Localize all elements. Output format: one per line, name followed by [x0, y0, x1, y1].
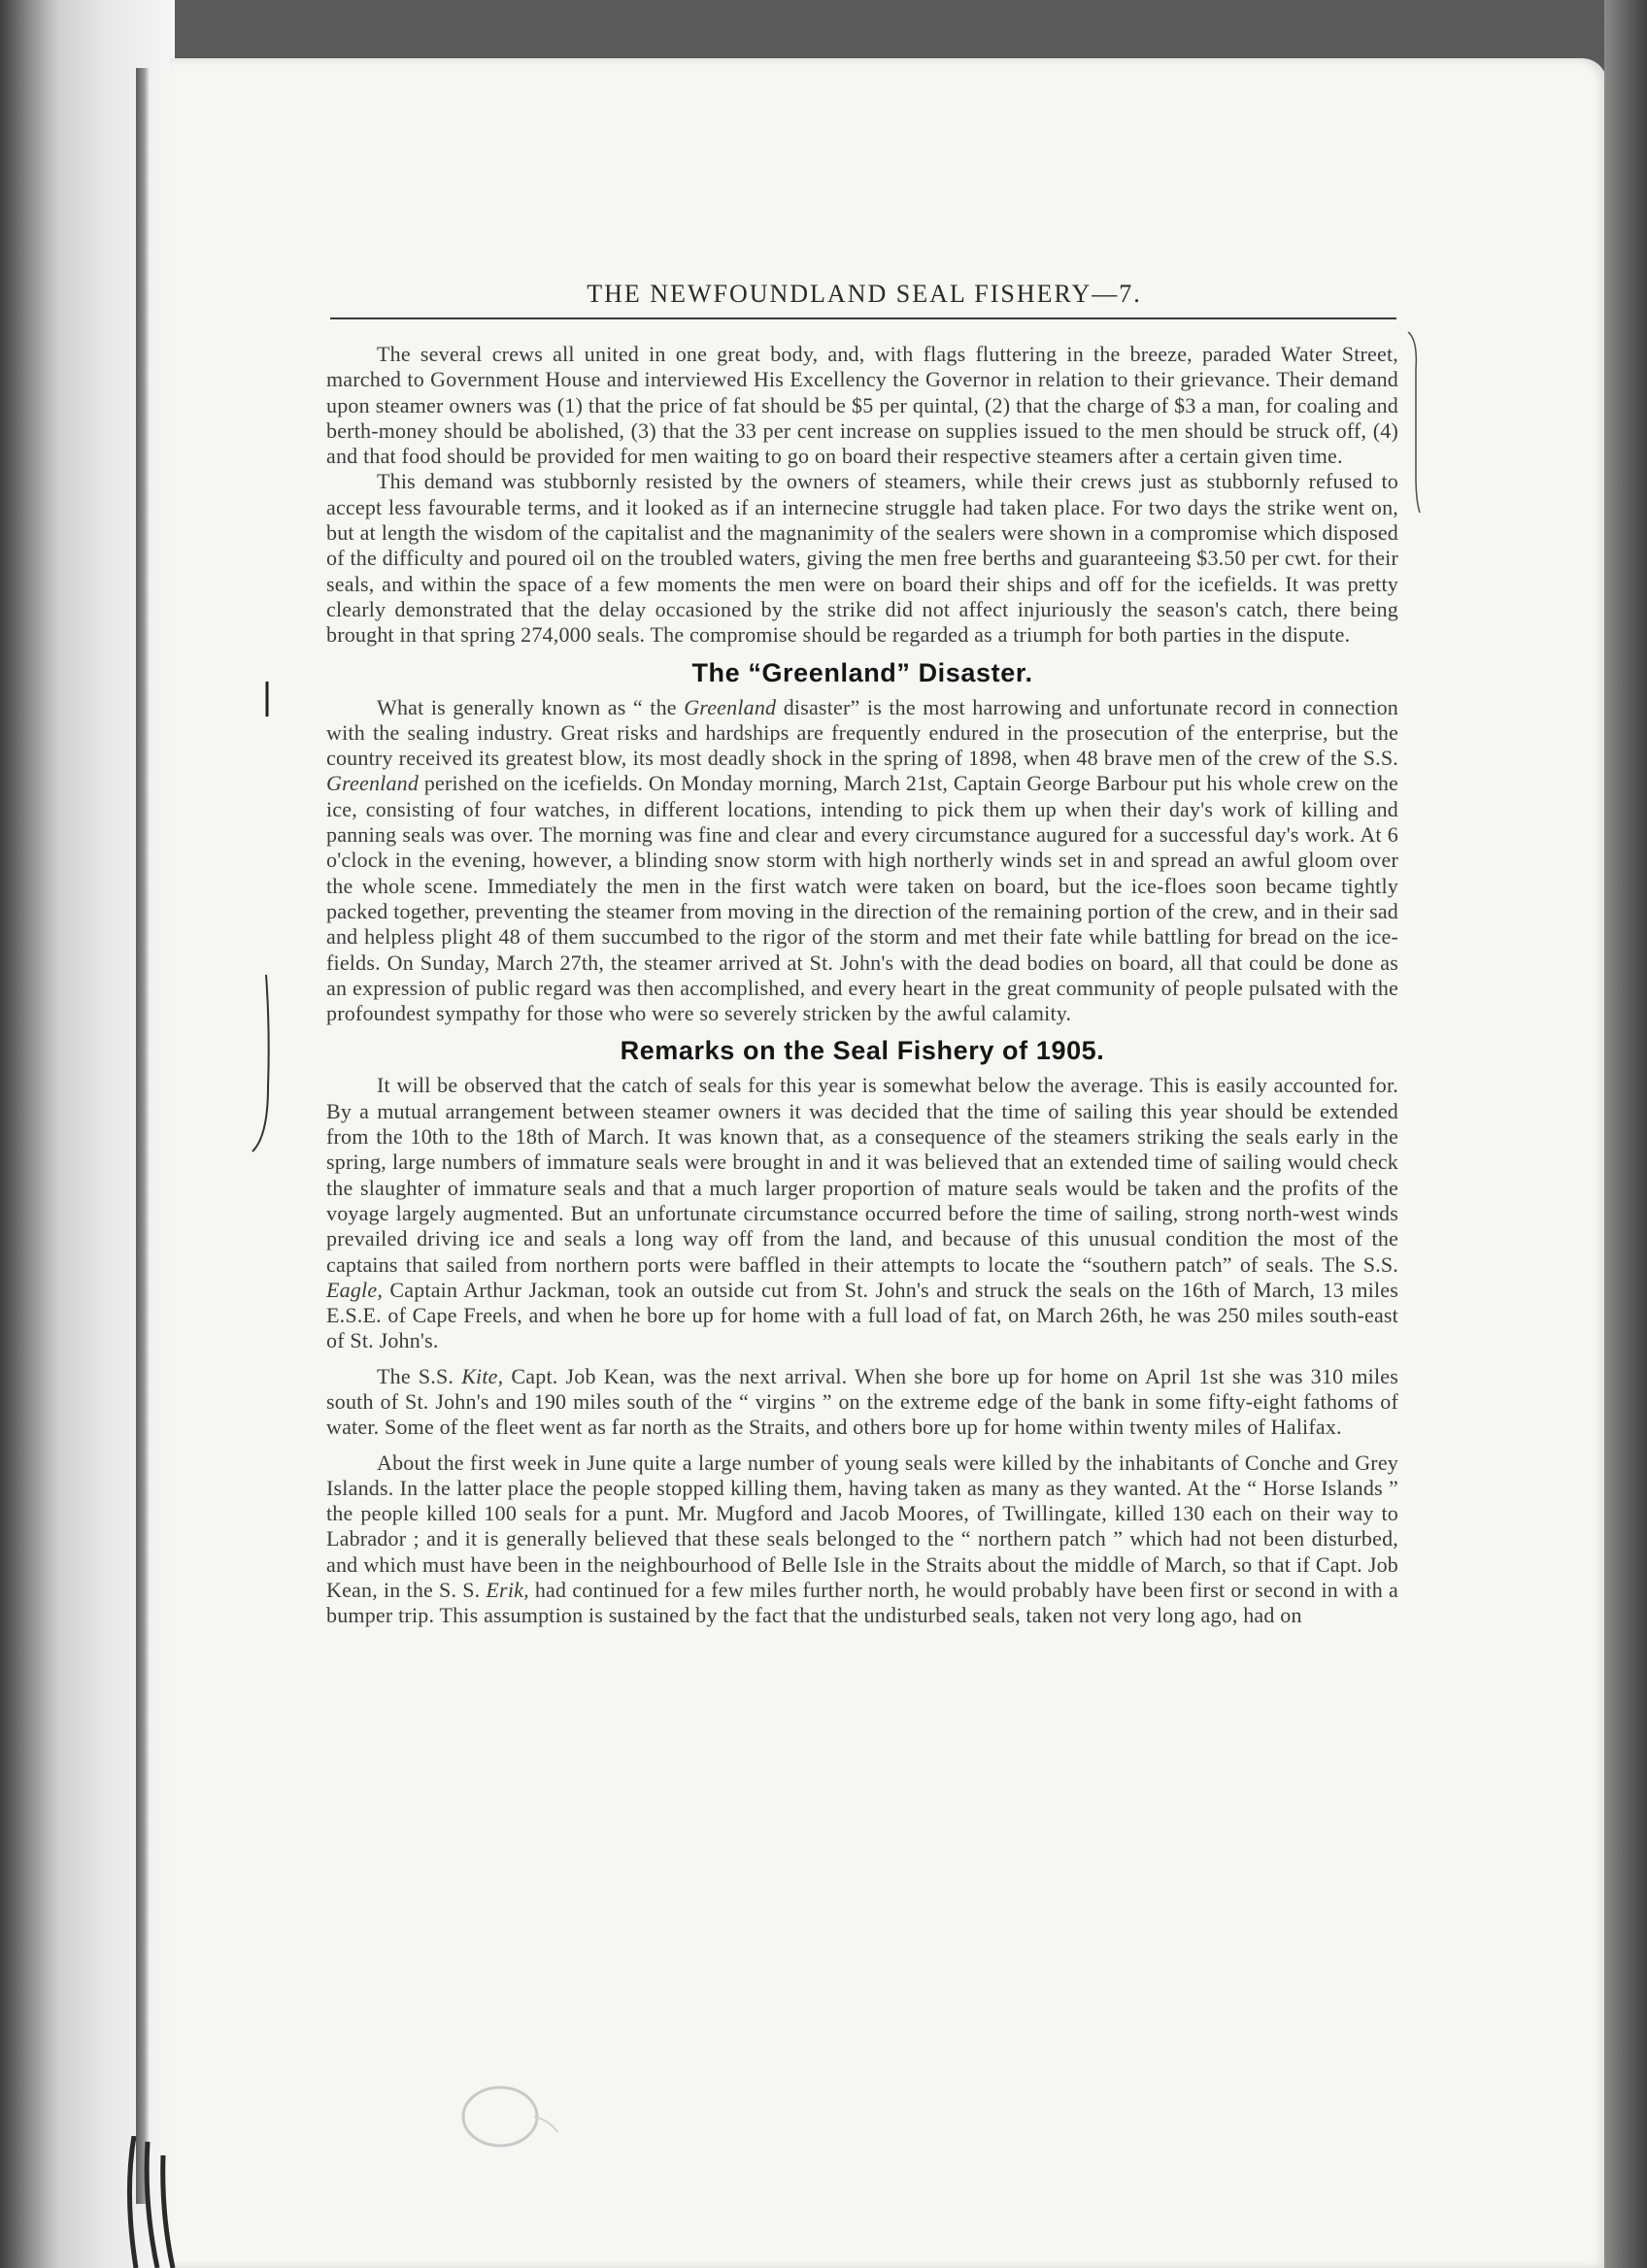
binding-tear-mark: [115, 2136, 183, 2268]
faint-ring-stain: [456, 2078, 563, 2155]
greenland-paragraph: [326, 695, 1398, 1027]
remarks-text-3b: had continued for a few miles further north, he would probably have been first or second in with a bumper trip. This assumption is sustained by the fact that the undisturbed seals, taken not very long ago, had on: [326, 1578, 1398, 1628]
greenland-text-a: What is generally known as “ the: [377, 694, 685, 719]
strike-paragraph-2: This demand was stubbornly resisted by the owners of steamers, while their crews just as stubbornly refused to accept less favourable terms, and it looked as if an internecine struggle had taken place. For two days the strike went on, but at length the wisdom of the capitalist and the magnanimity of the sealers were shown in a compromise which disposed of the difficulty and poured oil on the troubled waters, giving the men free berths and guaranteeing $3.50 per cwt. for their seals, and within the space of a few moments the men were on board their ships and off for the icefields. It was pretty clearly demonstrated that the delay occasioned by the strike did not affect injuriously the season's catch, there being brought in that spring 274,000 seals. The compromise should be regarded as a triumph for both parties in the dispute.: [326, 469, 1398, 648]
ship-name-erik: Erik,: [486, 1578, 529, 1603]
remarks-paragraph-1: [326, 1073, 1398, 1353]
ship-name-eagle: Eagle,: [326, 1277, 384, 1302]
greenland-text-b: disaster” is the most harrowing and unfortunate record in connection with the sealing industry. Great risks and hardships are frequently endured in the prosecution of the enterprise, but the country received its greatest blow, its most deadly shock in the spring of 1898, when 48 brave men of the crew of the S.S.: [326, 694, 1398, 771]
greenland-heading: The “Greenland” Disaster.: [691, 657, 1033, 687]
ship-name-kite: Kite,: [461, 1363, 504, 1388]
remarks-text-3a: About the first week in June quite a large number of young seals were killed by the inhabitants of Conche and Grey Islands. In the latter place the people stopped killing them, having taken as many as they wanted. At the “ Horse Islands ” the people killed 100 seals for a punt. Mr. Mugford and Jacob Moores, of Twillingate, killed 130 each on their way to Labrador ; and it is generally believed that these seals belonged to the “ northern patch ” which had not been disturbed, and which must have been in the neighbourhood of Belle Isle in the Straits about the middle of March, so that if Capt. Job Kean, in the S. S.: [326, 1450, 1398, 1603]
margin-line-mark: [247, 971, 276, 1155]
header-rule: [330, 317, 1396, 319]
ship-name-greenland-2: Greenland: [326, 771, 420, 796]
remarks-text-2b: Capt. Job Kean, was the next arrival. When she bore up for home on April 1st she was 310 miles south of St. John's and 190 miles south of the “ virgins ” on the extreme edge of the bank in some fifty-eight fathoms of water. Some of the fleet went as far north as the Straits, and others bore up for home within twenty miles of Halifax.: [326, 1363, 1398, 1440]
scanner-edge: [1604, 0, 1647, 2268]
remarks-paragraph-2: [326, 1364, 1398, 1441]
ship-name-greenland: Greenland: [684, 694, 777, 719]
greenland-text-c: perished on the icefields. On Monday morning, March 21st, Captain George Barbour put his whole crew on the ice, consisting of four watches, in different locations, intending to pick them up when their day's work of killing and panning seals was over. The morning was fine and clear and every circumstance augured for a successful day's work. At 6 o'clock in the evening, however, a blinding snow storm with high northerly winds set in and spread an awful gloom over the whole scene. Immediately the men in the first watch were taken on board, but the ice-floes soon became tightly packed together, preventing the steamer from moving in the direction of the remaining portion of the crew, and in their sad and helpless plight 48 of them succumbed to the rigor of the storm and met their fate while battling for bread on the ice-fields. On Sunday, March 27th, the steamer arrived at St. John's with the dead bodies on board, all that could be done as an expression of public regard was then accomplished, and every heart in the great community of people pulsated with the profoundest sympathy for those who were so severely stricken by the awful calamity.: [326, 771, 1398, 1026]
strike-paragraph-1: The several crews all united in one great body, and, with flags fluttering in the breeze, paraded Water Street, marched to Government House and interviewed His Excellency the Governor in relation to their grievance. Their demand upon steamer owners was (1) that the price of fat should be $5 per quintal, (2) that the charge of $3 a man, for coaling and berth-money should be abolished, (3) that the 33 per cent increase on supplies issued to the men should be struck off, (4) and that food should be provided for men waiting to go on board their respective steamers after a certain given time.: [326, 342, 1398, 469]
running-head: THE NEWFOUNDLAND SEAL FISHERY—7.: [587, 280, 1142, 308]
remarks-paragraph-3: [326, 1451, 1398, 1629]
margin-tick-mark: [260, 680, 274, 718]
remarks-heading: Remarks on the Seal Fishery of 1905.: [620, 1036, 1105, 1066]
remarks-text-2a: The S.S.: [377, 1363, 462, 1388]
binding-shadow: [136, 68, 150, 2204]
remarks-text-1a: It will be observed that the catch of seals for this year is somewhat below the average. This is easily accounted for. By a mutual arrangement between steamer owners it was decided that the time of sailing this year should be extended from the 10th to the 18th of March. It was known that, as a consequence of the steamers striking the seals early in the spring, large numbers of immature seals were brought in and it was believed that an extended time of sailing would check the slaughter of immature seals and that a much larger proportion of mature seals would be taken and the profits of the voyage largely augmented. But an unfortunate circumstance occurred before the time of sailing, strong north-west winds prevailed driving ice and seals a long way off from the land, and because of this unusual condition the most of the captains that sailed from northern ports were baffled in their attempts to locate the “southern patch” of seals. The S.S.: [326, 1073, 1398, 1277]
remarks-text-1b: Captain Arthur Jackman, took an outside cut from St. John's and struck the seals on the 16th of March, 13 miles E.S.E. of Cape Freels, and when he bore up for home with a full load of fat, on March 26th, he was 250 miles south-east of St. John's.: [326, 1277, 1398, 1353]
article-body: [326, 342, 1398, 1629]
margin-bracket-mark: [1404, 330, 1422, 515]
